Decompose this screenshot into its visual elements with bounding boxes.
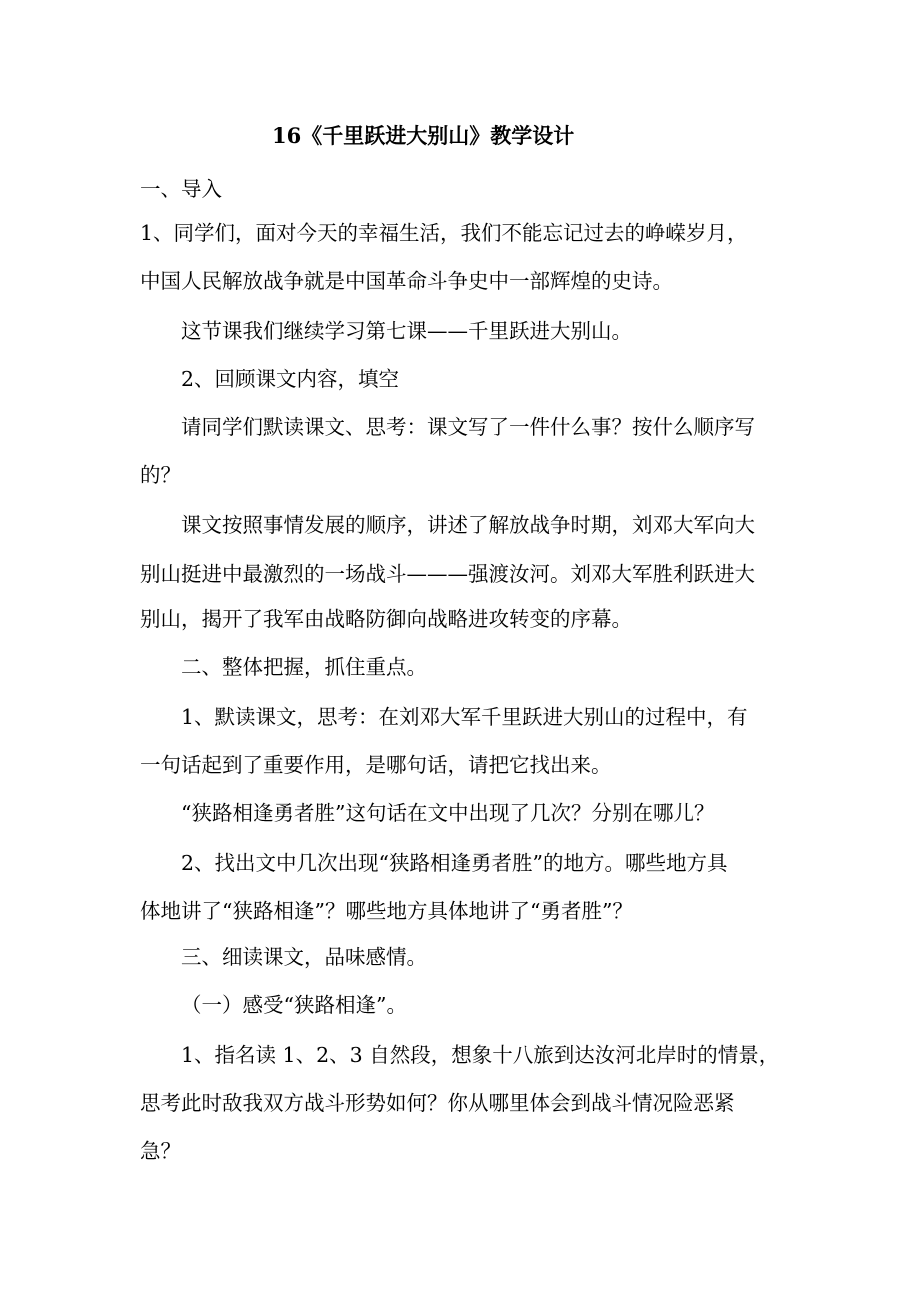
paragraph-line: 的？ [140, 463, 181, 487]
paragraph-line: 课文按照事情发展的顺序，讲述了解放战争时期，刘邓大军向大 [181, 513, 755, 537]
paragraph-line: 1、同学们，面对今天的幸福生活，我们不能忘记过去的峥嵘岁月， [140, 221, 748, 245]
paragraph-line: 1、默读课文，思考：在刘邓大军千里跃进大别山的过程中，有 [181, 705, 748, 729]
section-heading-overview: 二、整体把握，抓住重点。 [181, 655, 427, 679]
paragraph-line: 别山挺进中最激烈的一场战斗———强渡汝河。刘邓大军胜利跃进大 [140, 562, 755, 586]
subsection-heading: （一）感受“狭路相逢”。 [181, 993, 407, 1017]
paragraph-line: 2、找出文中几次出现“狭路相逢勇者胜”的地方。哪些地方具 [181, 851, 728, 875]
document-title: 16《千里跃进大别山》教学设计 [272, 123, 575, 148]
paragraph-line: 中国人民解放战争就是中国革命斗争史中一部辉煌的史诗。 [140, 269, 673, 293]
paragraph-line: 一句话起到了重要作用，是哪句话，请把它找出来。 [140, 753, 612, 777]
section-heading-close-reading: 三、细读课文，品味感情。 [181, 945, 427, 969]
paragraph-line: 思考此时敌我双方战斗形势如何？你从哪里体会到战斗情况险恶紧 [140, 1091, 735, 1115]
paragraph-line: 2、回顾课文内容，填空 [181, 367, 400, 391]
paragraph-line: 请同学们默读课文、思考：课文写了一件什么事？按什么顺序写 [181, 415, 755, 439]
paragraph-line: 1、指名读 1、2、3 自然段，想象十八旅到达汝河北岸时的情景， [181, 1043, 780, 1067]
paragraph-line: 这节课我们继续学习第七课——千里跃进大别山。 [181, 319, 632, 343]
paragraph-line: “狭路相逢勇者胜”这句话在文中出现了几次？分别在哪儿？ [181, 801, 715, 825]
paragraph-line: 急？ [140, 1139, 181, 1163]
paragraph-line: 体地讲了“狭路相逢”？哪些地方具体地讲了“勇者胜”？ [140, 899, 633, 923]
paragraph-line: 别山，揭开了我军由战略防御向战略进攻转变的序幕。 [140, 607, 632, 631]
section-heading-intro: 一、导入 [140, 177, 222, 201]
